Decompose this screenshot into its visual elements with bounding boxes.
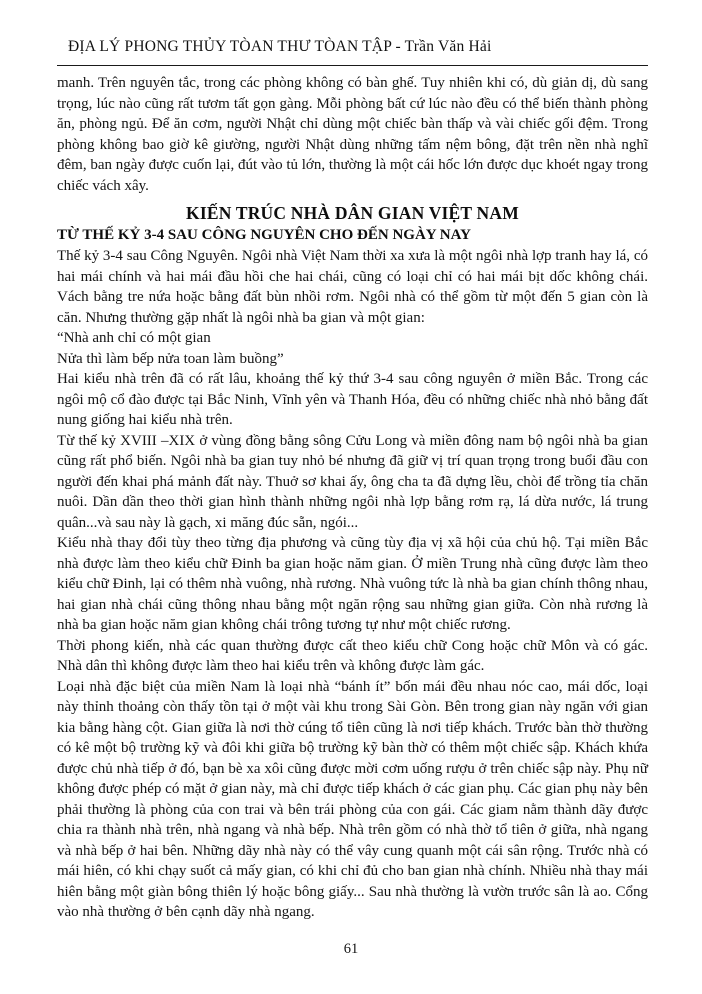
paragraph-feudal-era-houses: Thời phong kiến, nhà các quan thường được cất theo kiểu chữ Cong hoặc chữ Môn và có gác. Nhà dân thì không được làm theo hai kiểu trên và không được làm gác. (57, 637, 648, 674)
folk-verse-line-1: “Nhà anh chỉ có một gian (57, 330, 211, 346)
section-subtitle: TỪ THẾ KỶ 3-4 SAU CÔNG NGUYÊN CHO ĐẾN NGÀY NAY (57, 226, 471, 243)
running-header-title: ĐỊA LÝ PHONG THỦY TÒAN THƯ TÒAN TẬP - Trần Văn Hải (68, 38, 492, 55)
folk-verse-line-2: Nửa thì làm bếp nửa toan làm buồng” (57, 350, 284, 367)
paragraph-century-3-4: Thế kỷ 3-4 sau Công Nguyên. Ngôi nhà Việt Nam thời xa xưa là một ngôi nhà lợp tranh hay lá, có hai mái chính và hai mái đầu hồi che hai chái, cũng có loại chỉ có hai mái bịt dốc không chái. Vách bằng tre nứa hoặc bằng đất bùn nhồi rơm. Ngôi nhà có thể gồm từ một đến 5 gian còn là căn. Nhưng thường gặp nhất là ngôi nhà ba gian và một gian: (57, 248, 648, 326)
paragraph-mekong-delta: Từ thế kỷ XVIII –XIX ở vùng đồng bằng sông Cửu Long và miền đông nam bộ ngôi nhà ba gian cũng rất phổ biến. Ngôi nhà ba gian tuy nhỏ bé nhưng đã giữ vị trí quan trọng trong buổi đầu con người đến khai phá mảnh đất này. Thuở sơ khai ấy, ông cha ta đã dựng lều, chòi để trồng tỉa chăn nuôi. Dần dần theo thời gian hình thành những ngôi nhà lợp bằng rơm rạ, lá dừa nước, lá trung quân...và sau này là gạch, xi măng đúc sẵn, ngói... (57, 432, 648, 531)
paragraph-house-styles-by-region: Kiểu nhà thay đổi tùy theo từng địa phương và cũng tùy địa vị xã hội của chủ hộ. Tại miền Bắc nhà được làm theo kiểu chữ Đinh ba gian hoặc năm gian. Ở miền Trung nhà cũng được làm theo kiểu chữ Đinh, lại có thêm nhà vuông, nhà rương. Nhà vuông tức là nhà ba gian chính thông nhau, hai gian nhà chái cũng thông nhau bằng một ngăn rộng sau những gian giữa. Còn nhà rương là nhà ba gian hoặc năm gian không chái trông tương tự như một chiếc rương. (57, 535, 648, 633)
header-divider (57, 65, 648, 66)
paragraph-japanese-rooms: manh. Trên nguyên tắc, trong các phòng không có bàn ghế. Tuy nhiên khi có, dù giản dị, dù sang trọng, lúc nào cũng rất tươm tất gọn gàng. Mỗi phòng bất cứ lúc nào đều có thể biến thành phòng ăn, phòng ngủ. Để ăn cơm, người Nhật chỉ dùng một chiếc bàn thấp và vài chiếc gối đệm. Trong phòng không bao giờ kê giường, người Nhật dùng những tấm nệm bông, đặt trên nền nhà nghĩ đêm, ban ngày được cuốn lại, đút vào tủ lớn, thường là một cái hốc lớn được dục khoét ngay trong chiếc vách xây. (57, 75, 649, 194)
paragraph-southern-banh-it-house: Loại nhà đặc biệt của miền Nam là loại nhà “bánh ít” bốn mái đều nhau nóc cao, mái dốc, loại này thỉnh thoảng còn thấy tồn tại ở một vài khu trong Sài Gòn. Bên trong gian này ngăn với gian kia bằng hàng cột. Gian giữa là nơi thờ cúng tổ tiên cũng là nơi tiếp khách. Trước bàn thờ thường có kê một bộ trường kỹ và đôi khi giữa bộ trường kỹ bàn thờ có thêm một chiếc sập. Khách khứa được chủ nhà tiếp ở đó, bạn bè xa xôi cũng được mời cơm uống rượu ở trên chiếc sập này. Phụ nữ không được phép có mặt ở gian này, mà chỉ được tiếp khách ở các gian phụ. Các gian phụ này bên phải thường là phòng của con trai và bên trái phòng của con gái. Các giam nằm thành dãy được chia ra thành nhà trên, nhà ngang và nhà bếp. Nhà trên gồm có nhà thờ tổ tiên ở giữa, nhà ngang và nhà bếp ở hai bên. Những dãy nhà này có thể vây cung quanh một cái sân rộng. Trước nhà có mái hiên, có khi chạy suốt cả mấy gian, có khi chỉ đủ cho ban gian nhà chính. Nhiều nhà thay mái hiên bằng một giàn bông thiên lý hoặc bông giấy... Sau nhà thường là vườn trước sân là ao. Cổng vào nhà thường ở bên cạnh dãy nhà ngang. (57, 678, 648, 920)
page-body (57, 73, 648, 923)
page-number: 61 (343, 941, 359, 957)
section-title: KIẾN TRÚC NHÀ DÂN GIAN VIỆT NAM (186, 203, 519, 223)
paragraph-ancient-tombs: Hai kiểu nhà trên đã có rất lâu, khoảng thế kỷ thứ 3-4 sau công nguyên ở miền Bắc. Trong các ngôi mộ cổ đào được tại Bắc Ninh, Vĩnh yên và Thanh Hóa, đều có những chiếc nhà nhỏ bằng đất nung giống hai kiểu nhà trên. (57, 371, 648, 428)
